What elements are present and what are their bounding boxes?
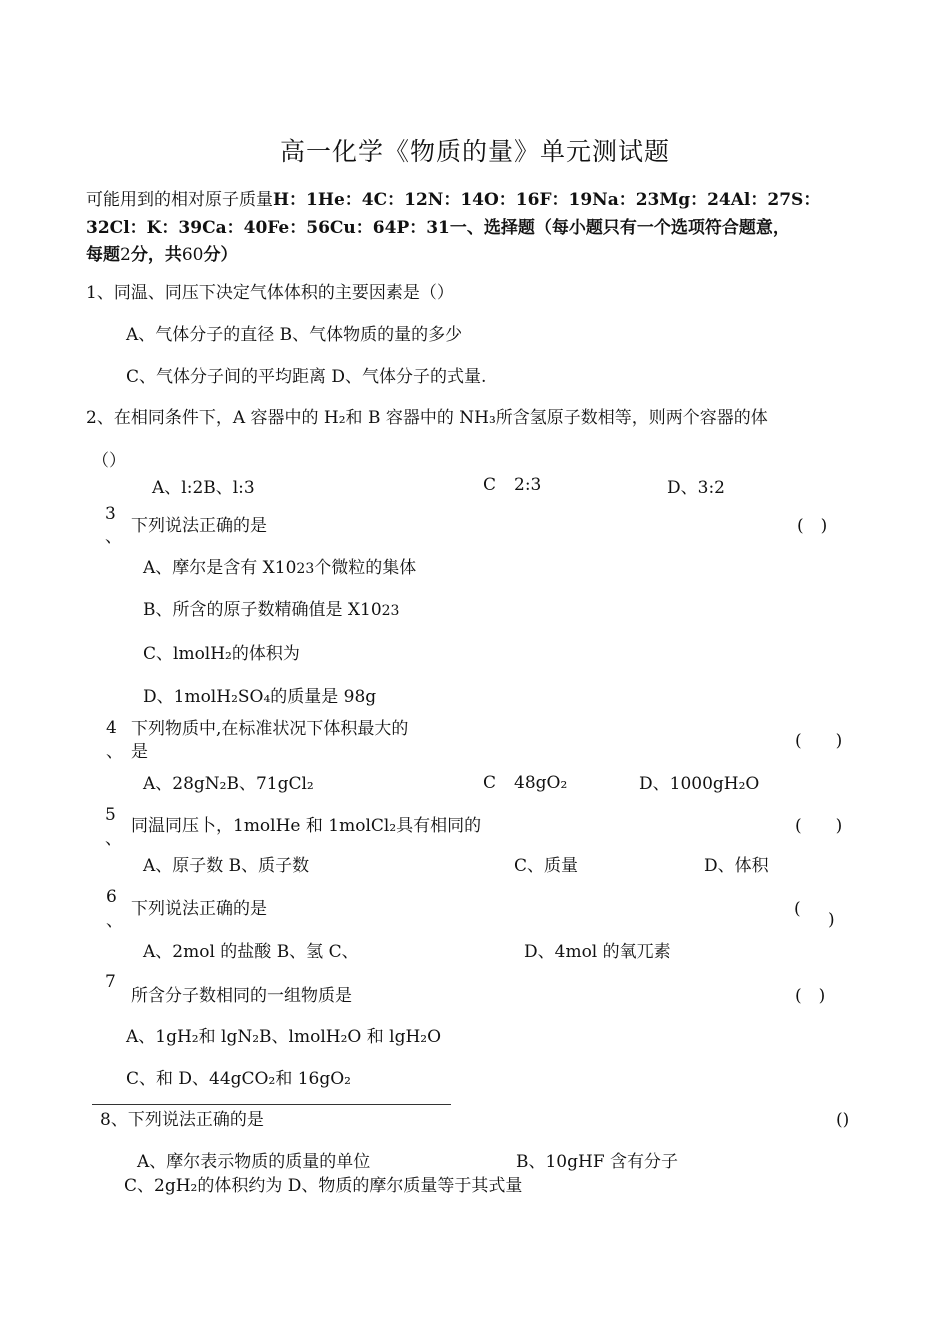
q6-stem: 下列说法正确的是 bbox=[131, 899, 267, 919]
q4-answer-paren: ( ) bbox=[795, 731, 843, 751]
q3-answer-paren: ( ) bbox=[797, 516, 828, 536]
q4-number: 4 bbox=[106, 718, 117, 738]
q1-stem: 1、同温、同压下决定气体体积的主要因素是（） bbox=[86, 283, 454, 303]
q3-option-b: B、所含的原子数精确值是 X1023 bbox=[143, 600, 400, 620]
q4-number-sep: 、 bbox=[106, 742, 123, 762]
q4-stem: 下列物质中,在标准状况下体积最大的 bbox=[131, 719, 409, 739]
q1-options-ab: A、气体分子的直径 B、气体物质的量的多少 bbox=[126, 325, 463, 345]
q8-option-b: B、10gHF 含有分子 bbox=[516, 1152, 679, 1172]
divider-line bbox=[92, 1104, 451, 1105]
q3-number-sep: 、 bbox=[105, 527, 122, 547]
section-heading: 一、选择题（每小题只有一个选项符合题意， bbox=[449, 218, 790, 238]
q5-stem: 同温同压卜，1molHe 和 1molCl₂具有相同的 bbox=[131, 816, 482, 836]
q5-number: 5 bbox=[105, 805, 116, 825]
q6-paren-open: ( bbox=[794, 899, 801, 919]
header-line-3: 每题2分，共60分） bbox=[86, 245, 238, 265]
q4-option-c-value: 48gO₂ bbox=[514, 773, 568, 793]
q7-number: 7 bbox=[105, 972, 116, 992]
q6-options-abc: A、2mol 的盐酸 B、氢 C、 bbox=[143, 942, 359, 962]
q6-number-sep: 、 bbox=[106, 911, 123, 931]
atomic-mass-label: 可能用到的相对原子质量 bbox=[86, 190, 273, 210]
q2-stem: 2、在相同条件下，A 容器中的 H₂和 B 容器中的 NH₃所含氢原子数相等，则两个容器的体 bbox=[86, 408, 768, 428]
q8-options-cd: C、2gH₂的体积约为 D、物质的摩尔质量等于其式量 bbox=[124, 1176, 523, 1196]
q2-paren: （） bbox=[92, 451, 126, 471]
atomic-mass-values-cont: 32Cl：K：39Ca：40Fe：56Cu：64P：31 bbox=[86, 218, 450, 238]
q7-options-ab: A、1gH₂和 lgN₂B、lmolH₂O 和 lgH₂O bbox=[126, 1027, 442, 1047]
q3-stem: 下列说法正确的是 bbox=[131, 516, 267, 536]
q4-option-c-label: C bbox=[483, 773, 497, 793]
q7-stem: 所含分子数相同的一组物质是 bbox=[131, 986, 352, 1006]
q4-stem-cont: 是 bbox=[131, 742, 148, 762]
q7-options-cd: C、和 D、44gCO₂和 16gO₂ bbox=[126, 1069, 351, 1089]
header-line-2 bbox=[86, 217, 790, 239]
q4-options-ab: A、28gN₂B、71gCl₂ bbox=[143, 774, 314, 794]
q8-answer-paren: () bbox=[836, 1110, 850, 1130]
q6-number: 6 bbox=[106, 887, 117, 907]
q2-option-d: D、3:2 bbox=[667, 478, 725, 498]
q2-option-c-label: C bbox=[483, 475, 497, 495]
q3-number: 3 bbox=[105, 504, 116, 524]
q7-answer-paren: ( ) bbox=[795, 986, 826, 1006]
q3-option-d: D、1molH₂SO₄的质量是 98g bbox=[143, 687, 377, 707]
q4-option-d: D、1000gH₂O bbox=[639, 774, 760, 794]
q1-options-cd: C、气体分子间的平均距离 D、气体分子的式量. bbox=[126, 367, 487, 387]
q5-number-sep: 、 bbox=[105, 829, 122, 849]
q6-option-d: D、4mol 的氧兀素 bbox=[524, 942, 671, 962]
q2-option-c-value: 2:3 bbox=[514, 475, 542, 495]
page-title: 高一化学《物质的量》单元测试题 bbox=[279, 137, 670, 166]
q2-option-ab: A、l:2B、l:3 bbox=[152, 478, 255, 498]
q6-paren-close: ) bbox=[828, 910, 835, 930]
q8-stem: 8、下列说法正确的是 bbox=[100, 1110, 264, 1130]
header-line-1 bbox=[86, 189, 820, 211]
q3-option-a: A、摩尔是含有 X1023个微粒的集体 bbox=[143, 558, 417, 578]
q5-option-c: C、质量 bbox=[514, 856, 579, 876]
q5-option-d: D、体积 bbox=[704, 856, 769, 876]
q5-answer-paren: ( ) bbox=[795, 816, 843, 836]
q8-option-a: A、摩尔表示物质的质量的单位 bbox=[137, 1152, 371, 1172]
atomic-mass-values: H：1He：4C：12N：14O：16F：19Na：23Mg：24Al：27S： bbox=[273, 190, 821, 210]
q5-options-ab: A、原子数 B、质子数 bbox=[143, 856, 310, 876]
q3-option-c: C、lmolH₂的体积为 bbox=[143, 644, 300, 664]
